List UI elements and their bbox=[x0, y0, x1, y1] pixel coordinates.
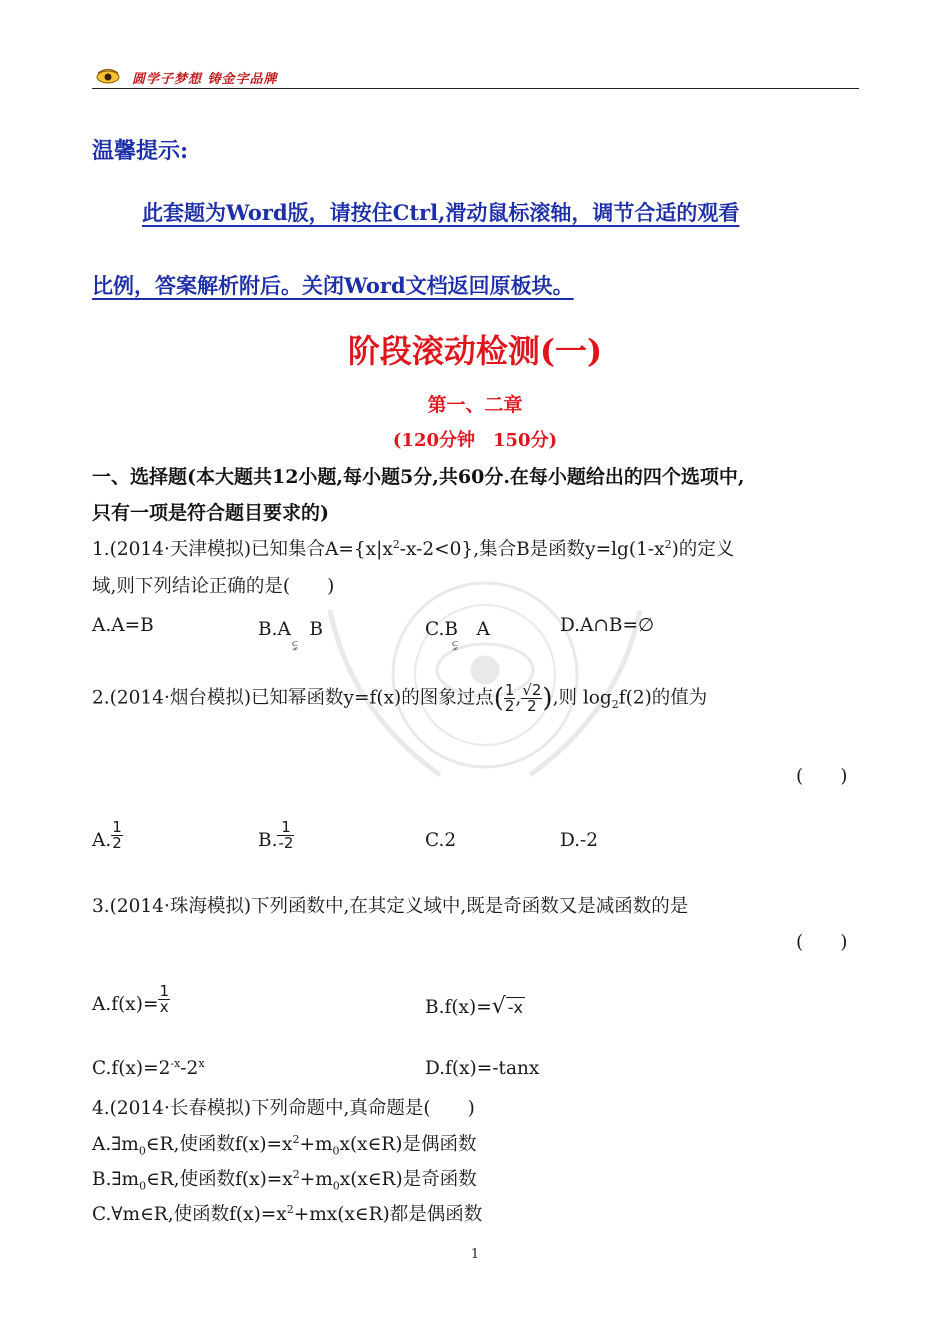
q1-option-d[interactable]: D.A∩B=∅ bbox=[560, 615, 655, 636]
tip-line-2[interactable]: 比例，答案解析附后。关闭Word文档返回原板块。 bbox=[92, 273, 574, 298]
q4-b-text-a: B.∃m bbox=[92, 1169, 140, 1190]
q3-opt-c-exp-a: -x bbox=[170, 1056, 181, 1070]
page-header bbox=[92, 66, 859, 89]
q3-opt-c-text-b: -2 bbox=[180, 1058, 199, 1079]
question-1-line-2: 域,则下列结论正确的是( ) bbox=[92, 576, 335, 597]
q4-a-text-c: +m bbox=[299, 1134, 333, 1155]
q1-text-c: )的定义 bbox=[671, 539, 735, 560]
q1-text-a: 1.(2014·天津模拟)已知集合A={x|x bbox=[92, 539, 393, 560]
q1-text-b: -x-2<0},集合B是函数y=lg(1-x bbox=[399, 539, 665, 560]
q4-option-c[interactable] bbox=[92, 1200, 482, 1226]
q2-paren-open: ( bbox=[493, 683, 504, 714]
q2-answer-paren: ( ) bbox=[796, 766, 848, 787]
q4-a-sub: 0 bbox=[138, 1144, 146, 1158]
q3-opt-a-label: A.f(x)= bbox=[92, 994, 159, 1015]
chapter-subtitle: 第一、二章 bbox=[427, 394, 523, 416]
q2-opt-a-label: A. bbox=[92, 830, 112, 851]
time-score-line: (120分钟 150分) bbox=[392, 430, 558, 451]
q3-option-a[interactable] bbox=[92, 972, 170, 1015]
q4-a-text-d: x(x∈R)是偶函数 bbox=[339, 1134, 477, 1155]
q2-frac-half: $\frac{1}{2}$ bbox=[504, 681, 515, 715]
q4-b-text-d: x(x∈R)是奇函数 bbox=[339, 1169, 477, 1190]
q2-text-a: 2.(2014·烟台模拟)已知幂函数y=f(x)的图象过点 bbox=[92, 687, 494, 709]
q2-frac-root: $\frac{√2}{2}$ bbox=[522, 681, 542, 715]
watermark-seal-icon bbox=[290, 550, 680, 800]
question-1-line-1 bbox=[92, 535, 734, 561]
q4-b-text-b: ∈R,使函数f(x)=x bbox=[146, 1169, 293, 1190]
q1-exp-b: 2 bbox=[664, 537, 672, 551]
eye-logo-icon bbox=[96, 68, 120, 84]
q3-option-c[interactable] bbox=[92, 1058, 205, 1079]
q3-opt-a-frac: $\frac{1}{x}$ bbox=[159, 982, 170, 1016]
q3-option-d[interactable]: D.f(x)=-tanx bbox=[425, 1058, 540, 1079]
question-2-line-1 bbox=[92, 683, 707, 714]
q3-sqrt-radicand: -x bbox=[507, 998, 523, 1017]
q4-option-a[interactable] bbox=[92, 1130, 476, 1156]
q4-b-exp: 2 bbox=[292, 1167, 300, 1181]
q2-opt-b-label: B. bbox=[258, 830, 278, 851]
q2-opt-b-frac: $\frac{1}{-2}$ bbox=[278, 818, 294, 852]
q3-opt-c-exp-b: x bbox=[198, 1056, 205, 1070]
q2-text-c: f(2)的值为 bbox=[618, 687, 708, 709]
q1-c-subset-icon: ⫋ bbox=[452, 638, 459, 654]
q4-c-text-a: C.∀m∈R,使函数f(x)=x bbox=[92, 1204, 287, 1225]
tip-title: 温馨提示: bbox=[92, 138, 189, 164]
q3-opt-c-text-a: C.f(x)=2 bbox=[92, 1058, 171, 1079]
q4-c-text-b: +mx(x∈R)都是偶函数 bbox=[293, 1204, 483, 1225]
q2-comma: , bbox=[515, 687, 522, 709]
q2-option-b[interactable] bbox=[258, 808, 294, 851]
page-number: 1 bbox=[470, 1247, 480, 1262]
q2-opt-a-frac: $\frac{1}{2}$ bbox=[112, 818, 122, 852]
q2-option-c[interactable]: C.2 bbox=[425, 830, 457, 851]
q3-sqrt-icon: √ bbox=[491, 994, 506, 1019]
q1-option-b[interactable]: B.A B bbox=[258, 619, 323, 640]
q4-c-exp: 2 bbox=[286, 1202, 294, 1216]
question-4-line-1: 4.(2014·长春模拟)下列命题中,真命题是( ) bbox=[92, 1098, 475, 1119]
q1-option-a[interactable]: A.A=B bbox=[92, 615, 154, 636]
page-title: 阶段滚动检测(一) bbox=[347, 332, 603, 370]
q2-paren-close: ) bbox=[542, 683, 553, 714]
q4-a-exp: 2 bbox=[292, 1132, 300, 1146]
q4-b-sub: 0 bbox=[139, 1179, 147, 1193]
section-1-line-1: 一、选择题(本大题共12小题,每小题5分,共60分.在每小题给出的四个选项中, bbox=[92, 466, 745, 488]
q2-log-base: 2 bbox=[611, 698, 619, 712]
q3-option-b[interactable] bbox=[425, 994, 525, 1019]
tip-line-1[interactable]: 此套题为Word版，请按住Ctrl,滑动鼠标滚轴，调节合适的观看 bbox=[142, 200, 740, 225]
question-3-line-1: 3.(2014·珠海模拟)下列函数中,在其定义域中,既是奇函数又是减函数的是 bbox=[92, 896, 689, 917]
q4-b-sub2: 0 bbox=[332, 1179, 340, 1193]
q4-a-sub2: 0 bbox=[332, 1144, 340, 1158]
q2-option-a[interactable] bbox=[92, 808, 123, 851]
q1-b-subset-icon: ⫋ bbox=[292, 638, 299, 654]
q4-a-text-a: A.∃m bbox=[92, 1134, 139, 1155]
header-slogan: 圆学子梦想 铸金字品牌 bbox=[132, 72, 278, 87]
q1-option-c[interactable]: C.B A bbox=[425, 619, 490, 640]
section-1-line-2: 只有一项是符合题目要求的) bbox=[92, 502, 329, 524]
q2-text-b: ,则 log bbox=[552, 687, 612, 709]
q2-option-d[interactable]: D.-2 bbox=[560, 830, 599, 851]
q4-a-text-b: ∈R,使函数f(x)=x bbox=[145, 1134, 293, 1155]
q4-option-b[interactable] bbox=[92, 1165, 477, 1191]
q1-exp-a: 2 bbox=[392, 537, 400, 551]
q3-answer-paren: ( ) bbox=[796, 932, 848, 953]
q3-opt-b-label: B.f(x)= bbox=[425, 997, 492, 1018]
q4-b-text-c: +m bbox=[299, 1169, 333, 1190]
